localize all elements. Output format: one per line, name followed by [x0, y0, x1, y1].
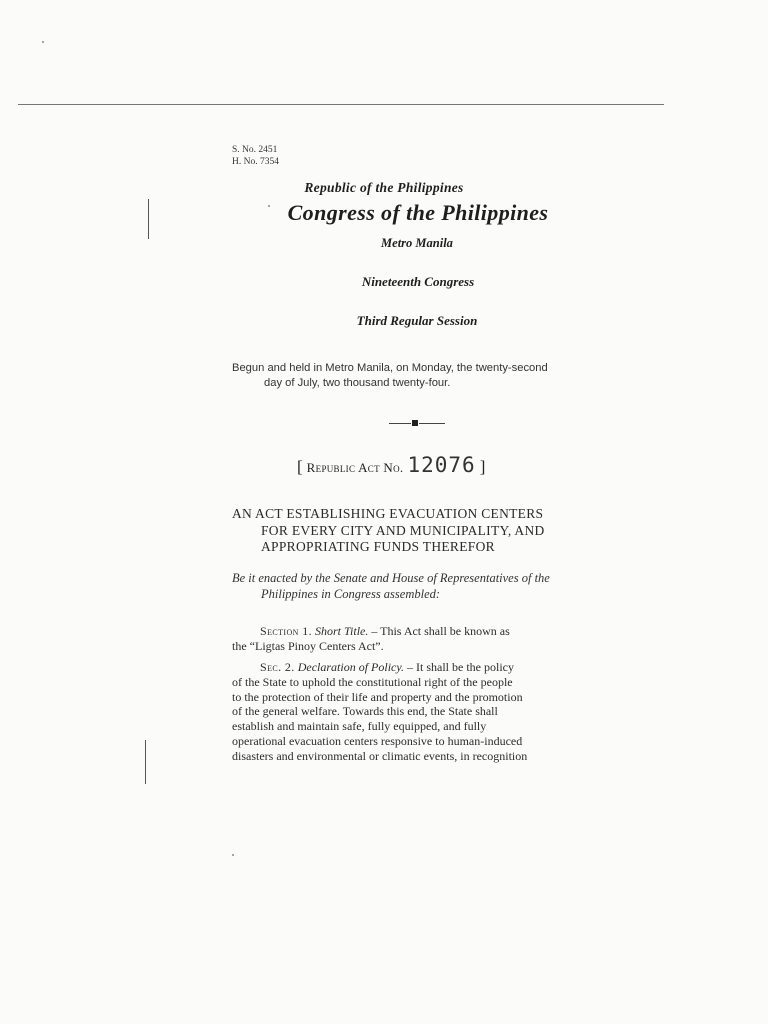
senate-bill-number: S. No. 2451	[232, 145, 278, 155]
republic-act-label: Republic Act No.	[306, 460, 404, 475]
section-2-line	[232, 660, 602, 675]
act-title-line: FOR EVERY CITY AND MUNICIPALITY, AND	[261, 522, 545, 538]
republic-heading: Republic of the Philippines	[304, 180, 464, 195]
act-number: 12076	[407, 453, 476, 477]
section-2-title: Declaration of Policy.	[297, 660, 405, 674]
bill-numbers	[232, 144, 279, 168]
republic-act-number	[297, 453, 485, 477]
enacting-clause	[232, 571, 612, 602]
act-title-line: APPROPRIATING FUNDS THEREFOR	[261, 539, 495, 554]
section-2-line: of the general welfare. Towards this end, the State shall	[232, 704, 498, 719]
section-2-line: operational evacuation centers responsive to human-induced	[232, 733, 523, 748]
section-2-line: to the protection of their life and property and the promotion	[232, 689, 523, 704]
section-1-text: – This Act shall be known as	[368, 624, 510, 638]
section-1-line: the “Ligtas Pinoy Centers Act”.	[232, 638, 384, 653]
section-2-line: establish and maintain safe, fully equipped, and fully	[232, 719, 487, 734]
house-bill-number: H. No. 7354	[232, 157, 279, 167]
session-heading: Third Regular Session	[356, 313, 478, 328]
enacting-clause-line: Philippines in Congress assembled:	[261, 586, 441, 601]
scan-speck	[42, 41, 44, 43]
section-1-title: Short Title.	[315, 624, 369, 638]
top-rule	[18, 104, 664, 105]
close-bracket: ]	[479, 457, 486, 476]
section-2-text: – It shall be the policy	[404, 660, 514, 674]
begun-statement	[232, 361, 604, 391]
begun-line: Begun and held in Metro Manila, on Monday, the twenty-second	[232, 362, 548, 374]
act-title-line: AN ACT ESTABLISHING EVACUATION CENTERS	[232, 506, 544, 521]
section-2-heading: Sec. 2.	[260, 660, 295, 674]
begun-line: day of July, two thousand twenty-four.	[264, 377, 451, 389]
act-title	[232, 506, 612, 556]
section-1-heading: Section 1.	[260, 624, 313, 638]
divider-ornament	[389, 422, 445, 426]
section-1	[232, 624, 602, 654]
scan-speck	[232, 854, 234, 856]
location-heading: Metro Manila	[381, 236, 453, 250]
margin-mark	[145, 740, 146, 784]
section-2-line: of the State to uphold the constitutional right of the people	[232, 674, 513, 689]
enacting-clause-line: Be it enacted by the Senate and House of Representatives of the	[232, 571, 550, 585]
section-2	[232, 660, 602, 764]
section-1-line	[232, 624, 602, 639]
open-bracket: [	[297, 457, 303, 476]
section-2-line: disasters and environmental or climatic events, in recognition	[232, 748, 528, 763]
congress-number-heading: Nineteenth Congress	[361, 274, 475, 289]
congress-heading: Congress of the Philippines	[287, 200, 549, 225]
